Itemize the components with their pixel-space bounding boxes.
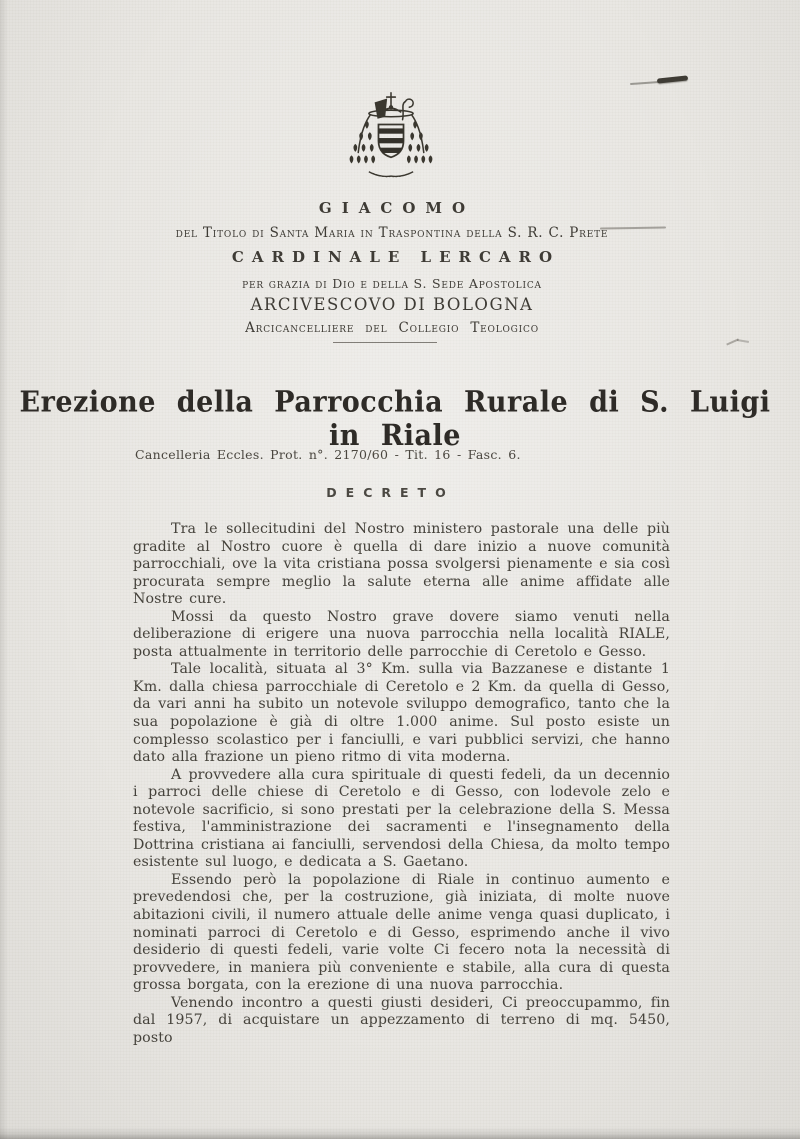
cardinal-coat-of-arms-icon (338, 90, 444, 188)
decree-paragraph: Tra le sollecitudini del Nostro ministero pastorale una delle più gradite al Nostro cuore è quella di dare inizio a nuove comunità parrocchiali, ove la vita cristiana possa svolgersi pienamente e sia così procurata sempre meglio la salute eterna alle anime affidate alle Nostre cure. (133, 521, 670, 608)
document-title: Erezione della Parrocchia Rurale di S. Luigi in Riale (19, 385, 771, 453)
decree-heading: DECRETO (326, 485, 455, 500)
scan-edge-shadow (0, 0, 8, 1139)
decree-body (133, 521, 670, 1047)
decree-paragraph: A provvedere alla cura spirituale di questi fedeli, da un decennio i parroci delle chiese di Ceretolo e di Gesso, con lodevole zelo e notevole sacrificio, si sono prestati per la celebrazione della S. Messa festiva, l'amministrazione dei sacramenti e l'insegnamento della Dottrina cristiana ai fanciulli, servendosi della Chiesa, da molto tempo esistente sul luogo, e dedicata a S. Gaetano. (133, 766, 670, 871)
page-bottom-shadow (0, 1127, 800, 1139)
letterhead-grace-line: per grazia di Dio e della S. Sede Apostolica (242, 276, 542, 291)
decree-paragraph: Venendo incontro a questi giusti desideri, Ci preoccupammo, fin dal 1957, di acquistare un appezzamento di terreno di mq. 5450, posto (133, 994, 670, 1046)
letterhead-title-line: del Titolo di Santa Maria in Traspontina della S. R. C. Prete (175, 225, 609, 241)
letterhead-office-line: ARCIVESCOVO DI BOLOGNA (250, 295, 534, 314)
letterhead-name: GIACOMO (318, 199, 476, 217)
decree-paragraph: Essendo però la popolazione di Riale in continuo aumento e prevedendosi che, per la costruzione, già iniziata, di molte nuove abitazioni civili, il numero attuale delle anime venga quasi duplicato, i nominati parroci di Ceretolo e di Gesso, esprimendo anche il vivo desiderio di questi fedeli, varie volte Ci fecero nota la necessità di provvedere, in maniera più conveniente e stabile, alla cura di questa grossa borgata, con la erezione di una nuova parrocchia. (133, 871, 670, 994)
letterhead-cardinal-line: CARDINALE LERCARO (231, 248, 561, 266)
decree-paragraph: Tale località, situata al 3° Km. sulla via Bazzanese e distante 1 Km. dalla chiesa parrocchiale di Ceretolo e 2 Km. da quella di Gesso, da vari anni ha subito un notevole sviluppo demografico, tanto che la sua popolazione è già di oltre 1.000 anime. Sul posto esiste un complesso scolastico per i fanciulli, e vari pubblici servizi, che hanno dato alla frazione un pieno ritmo di vita moderna. (133, 661, 670, 766)
letterhead-chancellor-line: Arcicancelliere del Collegio Teologico (245, 320, 539, 336)
ink-smudge-tail (630, 81, 660, 85)
decree-paragraph: Mossi da questo Nostro grave dovere siamo venuti nella deliberazione di erigere una nuova parrocchia nella località RIALE, posta attualmente in territorio delle parrocchie di Ceretolo e Gesso. (133, 608, 670, 660)
protocol-line: Cancelleria Eccles. Prot. n°. 2170/60 - Tit. 16 - Fasc. 6. (135, 447, 521, 462)
letterhead (0, 199, 784, 336)
ink-smudge (657, 75, 688, 83)
faint-pen-mark (737, 339, 749, 343)
section-divider (333, 342, 437, 343)
